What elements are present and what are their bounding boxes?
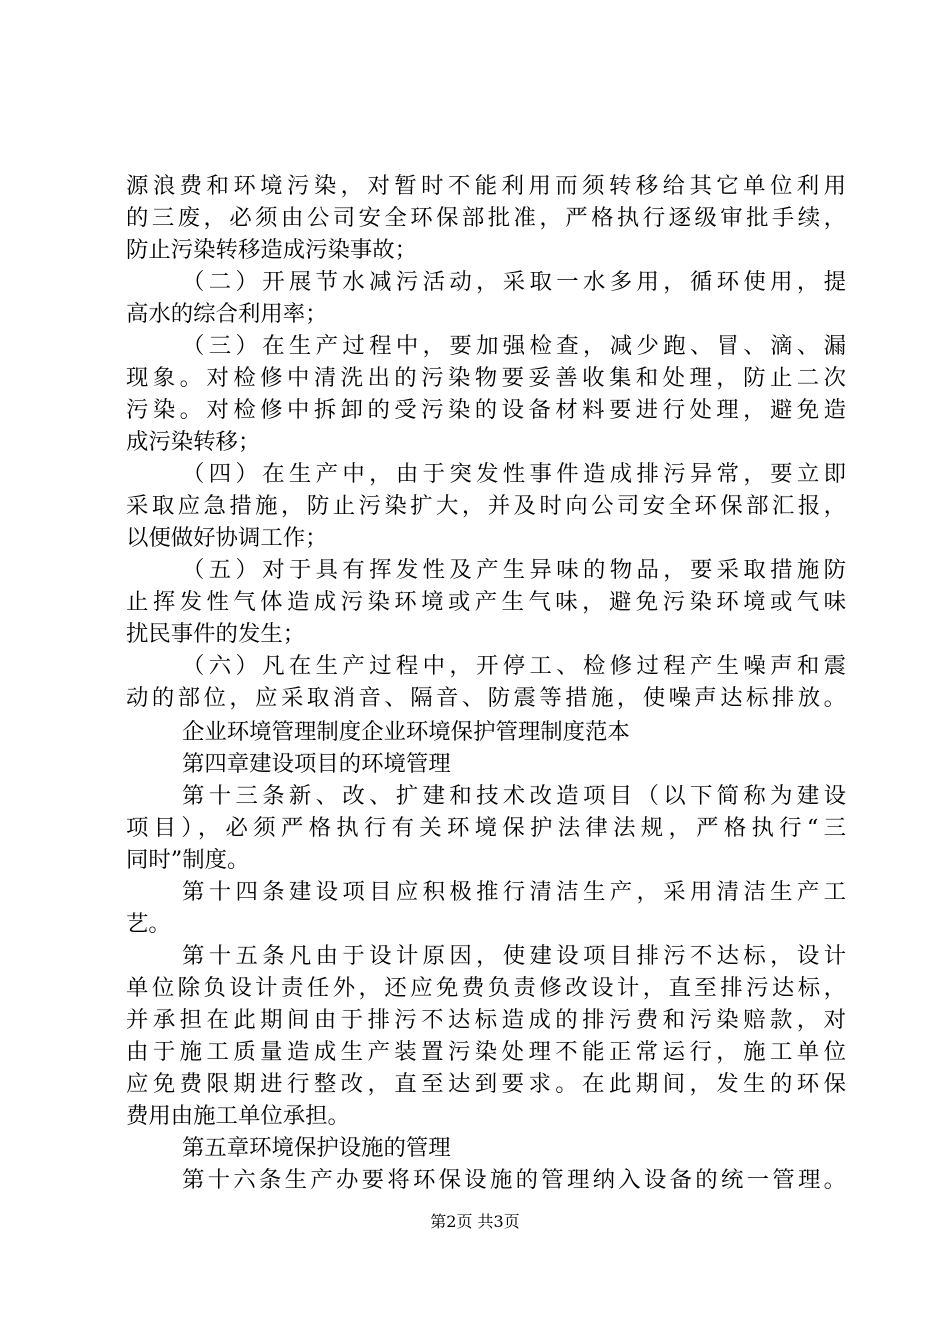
paragraph-line: 的三废，必须由公司安全环保部批准，严格执行逐级审批手续，	[126, 205, 846, 231]
paragraph-line: 第十四条建设项目应积极推行清洁生产，采用清洁生产工	[182, 879, 846, 905]
paragraph-line: 止挥发性气体造成污染环境或产生气味，避免污染环境或气味	[126, 589, 846, 615]
paragraph-line: （五）对于具有挥发性及产生异味的物品，要采取措施防	[182, 557, 846, 583]
paragraph-line: （六）凡在生产过程中，开停工、检修过程产生噪声和震	[182, 653, 846, 679]
paragraph-line: 采取应急措施，防止污染扩大，并及时向公司安全环保部汇报，	[126, 493, 846, 519]
paragraph-line: 单位除负设计责任外，还应免费负责修改设计，直至排污达标，	[126, 975, 846, 1001]
paragraph-line: 现象。对检修中清洗出的污染物要妥善收集和处理，防止二次	[126, 365, 846, 391]
paragraph-line: （四）在生产中，由于突发性事件造成排污异常，要立即	[182, 461, 846, 487]
paragraph-line: 费用由施工单位承担。	[126, 1103, 350, 1129]
paragraph-line: 同时”制度。	[126, 847, 250, 873]
paragraph-line: 第十三条新、改、扩建和技术改造项目（以下简称为建设	[182, 783, 846, 809]
paragraph-line: 第五章环境保护设施的管理	[182, 1135, 451, 1161]
paragraph-line: （二）开展节水减污活动，采取一水多用，循环使用，提	[182, 269, 846, 295]
paragraph-line: 项目），必须严格执行有关环境保护法律法规，严格执行“三	[126, 815, 846, 841]
paragraph-line: 源浪费和环境污染，对暂时不能利用而须转移给其它单位利用	[126, 173, 846, 199]
section-environmental-measures	[126, 170, 846, 714]
paragraph-line: 应免费限期进行整改，直至达到要求。在此期间，发生的环保	[126, 1071, 846, 1097]
section-enterprise-regulations	[126, 716, 846, 1196]
paragraph-line: 成污染转移；	[126, 429, 261, 455]
paragraph-line: 高水的综合利用率；	[126, 301, 328, 327]
paragraph-line: 以便做好协调工作；	[126, 525, 328, 551]
paragraph-line: 企业环境管理制度企业环境保护管理制度范本	[182, 719, 630, 745]
paragraph-line: 并承担在此期间由于排污不达标造成的排污费和污染赔款，对	[126, 1007, 846, 1033]
paragraph-line: 污染。对检修中拆卸的受污染的设备材料要进行处理，避免造	[126, 397, 846, 423]
paragraph-line: 第十五条凡由于设计原因，使建设项目排污不达标，设计	[182, 943, 846, 969]
paragraph-line: 防止污染转移造成污染事故；	[126, 237, 418, 263]
paragraph-line: 艺。	[126, 911, 171, 937]
paragraph-line: 第四章建设项目的环境管理	[182, 751, 451, 777]
paragraph-line: 第十六条生产办要将环保设施的管理纳入设备的统一管理。	[182, 1167, 846, 1193]
paragraph-line: 动的部位，应采取消音、隔音、防震等措施，使噪声达标排放。	[126, 685, 846, 711]
page-footer: 第2页 共3页	[430, 1212, 520, 1231]
paragraph-line: 扰民事件的发生；	[126, 621, 306, 647]
paragraph-line: （三）在生产过程中，要加强检查，减少跑、冒、滴、漏	[182, 333, 846, 359]
paragraph-line: 由于施工质量造成生产装置污染处理不能正常运行，施工单位	[126, 1039, 846, 1065]
